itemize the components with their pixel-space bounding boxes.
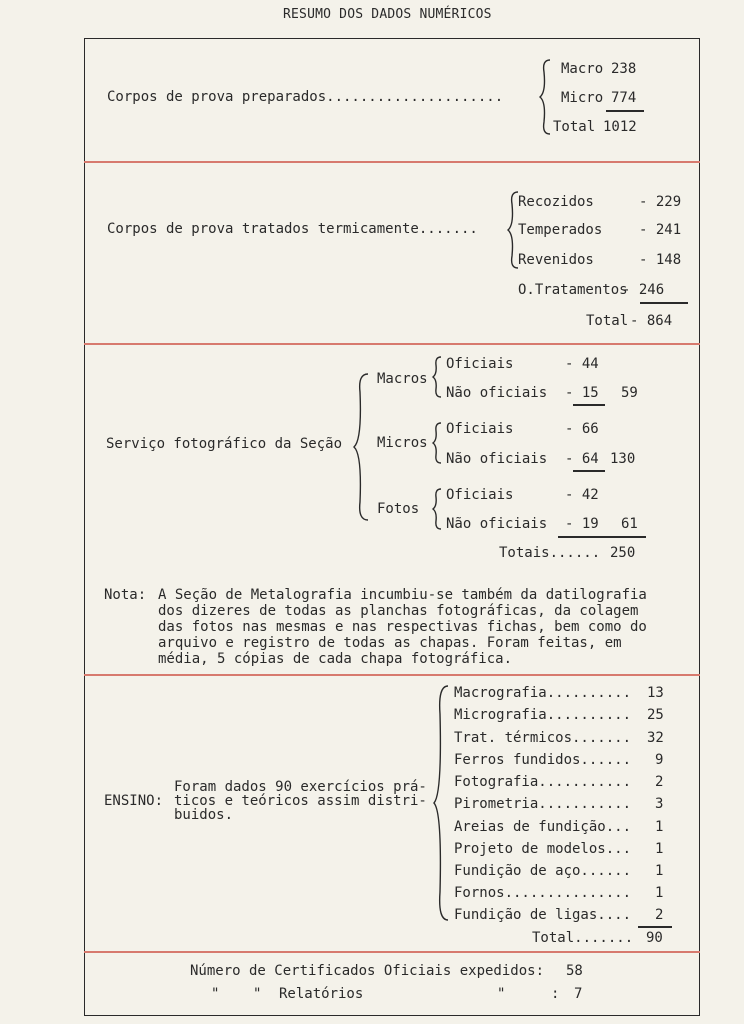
ensino-item-label: Pirometria........... xyxy=(454,796,632,812)
underline xyxy=(573,404,605,406)
ensino-item-label: Ferros fundidos...... xyxy=(454,752,632,768)
certificados-label: Número de Certificados Oficiais expedidos: xyxy=(190,963,545,979)
certificados-value: 58 xyxy=(566,963,583,979)
ensino-item-label: Fotografia........... xyxy=(454,774,632,790)
nota-label: Nota: xyxy=(104,587,147,603)
nota-line: média, 5 cópias de cada chapa fotográfica. xyxy=(158,651,513,667)
brace-icon xyxy=(431,421,443,465)
total-value: - 864 xyxy=(630,313,673,329)
underline xyxy=(638,926,672,928)
fotos-oficiais-value: - 42 xyxy=(565,487,599,503)
temperados-value: - 241 xyxy=(639,222,682,238)
ensino-text-line: ticos e teóricos assim distri- xyxy=(174,793,427,809)
micros-oficiais-value: - 66 xyxy=(565,421,599,437)
section-divider xyxy=(84,951,700,953)
micros-label: Micros xyxy=(377,435,428,451)
ensino-item-value: 13 xyxy=(647,685,664,701)
total-value: 1012 xyxy=(603,119,637,135)
ensino-item-value: 2 xyxy=(655,907,664,923)
ditto-mark: " xyxy=(497,986,506,1002)
macro-label: Macro xyxy=(561,61,604,77)
underline xyxy=(606,110,644,112)
ensino-item-label: Fundição de ligas.... xyxy=(454,907,632,923)
underline xyxy=(573,470,605,472)
ensino-label: ENSINO: xyxy=(104,793,164,809)
nota-line: A Seção de Metalografia incumbiu-se também da datilografia xyxy=(158,587,647,603)
fotos-nao-oficiais-label: Não oficiais xyxy=(446,516,548,532)
nota-line: dos dizeres de todas as planchas fotográficas, da colagem xyxy=(158,603,639,619)
brace-icon xyxy=(431,487,443,531)
ensino-item-value: 25 xyxy=(647,707,664,723)
totais-value: 250 xyxy=(610,545,636,561)
corpos-tratados-label: Corpos de prova tratados termicamente....... xyxy=(107,221,478,237)
fotos-oficiais-label: Oficiais xyxy=(446,487,514,503)
ensino-item-label: Fundição de aço...... xyxy=(454,863,632,879)
section-divider xyxy=(84,161,700,163)
macros-oficiais-value: - 44 xyxy=(565,356,599,372)
brace-icon xyxy=(352,372,370,522)
fotos-subtotal: 61 xyxy=(621,516,638,532)
brace-icon xyxy=(431,355,443,399)
ensino-item-label: Areias de fundição... xyxy=(454,819,632,835)
ditto-mark: " xyxy=(211,986,220,1002)
ensino-item-label: Projeto de modelos... xyxy=(454,841,632,857)
macros-nao-oficiais-value: - 15 xyxy=(565,385,599,401)
micro-label: Micro xyxy=(561,90,604,106)
ensino-item-label: Macrografia.......... xyxy=(454,685,632,701)
ensino-item-label: Trat. térmicos....... xyxy=(454,730,632,746)
macros-oficiais-label: Oficiais xyxy=(446,356,514,372)
ensino-item-value: 2 xyxy=(655,774,664,790)
ensino-item-value: 1 xyxy=(655,819,664,835)
ensino-item-label: Fornos............... xyxy=(454,885,632,901)
ensino-total-label: Total....... xyxy=(532,930,634,946)
ensino-item-value: 1 xyxy=(655,885,664,901)
micros-nao-oficiais-label: Não oficiais xyxy=(446,451,548,467)
recozidos-label: Recozidos xyxy=(518,194,594,210)
micros-oficiais-label: Oficiais xyxy=(446,421,514,437)
micros-subtotal: 130 xyxy=(610,451,636,467)
colon-separator: : xyxy=(551,986,560,1002)
temperados-label: Temperados xyxy=(518,222,603,238)
underline xyxy=(558,536,646,538)
micro-value: 774 xyxy=(611,90,637,106)
page-title: RESUMO DOS DADOS NUMÉRICOS xyxy=(283,7,492,22)
total-label: Total xyxy=(586,313,629,329)
ensino-item-value: 1 xyxy=(655,841,664,857)
totais-label: Totais...... xyxy=(499,545,601,561)
ditto-mark: " xyxy=(253,986,262,1002)
revenidos-label: Revenidos xyxy=(518,252,594,268)
nota-line: arquivo e registro de todas as chapas. Foram feitas, em xyxy=(158,635,622,651)
ensino-text-line: Foram dados 90 exercícios prá- xyxy=(174,779,427,795)
ensino-item-value: 3 xyxy=(655,796,664,812)
total-label: Total xyxy=(553,119,596,135)
relatorios-value: 7 xyxy=(574,986,583,1002)
outros-tratamentos-label: O.Tratamentos xyxy=(518,282,628,298)
servico-fotografico-label: Serviço fotográfico da Seção xyxy=(106,436,343,452)
fotos-label: Fotos xyxy=(377,501,420,517)
underline xyxy=(640,302,688,304)
brace-icon xyxy=(432,684,450,922)
recozidos-value: - 229 xyxy=(639,194,682,210)
ensino-text-line: buidos. xyxy=(174,807,234,823)
micros-nao-oficiais-value: - 64 xyxy=(565,451,599,467)
fotos-nao-oficiais-value: - 19 xyxy=(565,516,599,532)
nota-line: das fotos nas mesmas e nas respectivas fichas, bem como do xyxy=(158,619,647,635)
corpos-preparados-label: Corpos de prova preparados..................... xyxy=(107,89,504,105)
brace-icon xyxy=(538,58,552,136)
macros-label: Macros xyxy=(377,371,428,387)
section-divider xyxy=(84,343,700,345)
macros-nao-oficiais-label: Não oficiais xyxy=(446,385,548,401)
revenidos-value: - 148 xyxy=(639,252,682,268)
ensino-item-label: Micrografia.......... xyxy=(454,707,632,723)
ensino-item-value: 1 xyxy=(655,863,664,879)
ensino-item-value: 9 xyxy=(655,752,664,768)
section-divider xyxy=(84,674,700,676)
ensino-total-value: 90 xyxy=(646,930,663,946)
macro-value: 238 xyxy=(611,61,637,77)
relatorios-label: Relatórios xyxy=(279,986,364,1002)
outros-tratamentos-value: - 246 xyxy=(622,282,665,298)
macros-subtotal: 59 xyxy=(621,385,638,401)
ensino-item-value: 32 xyxy=(647,730,664,746)
